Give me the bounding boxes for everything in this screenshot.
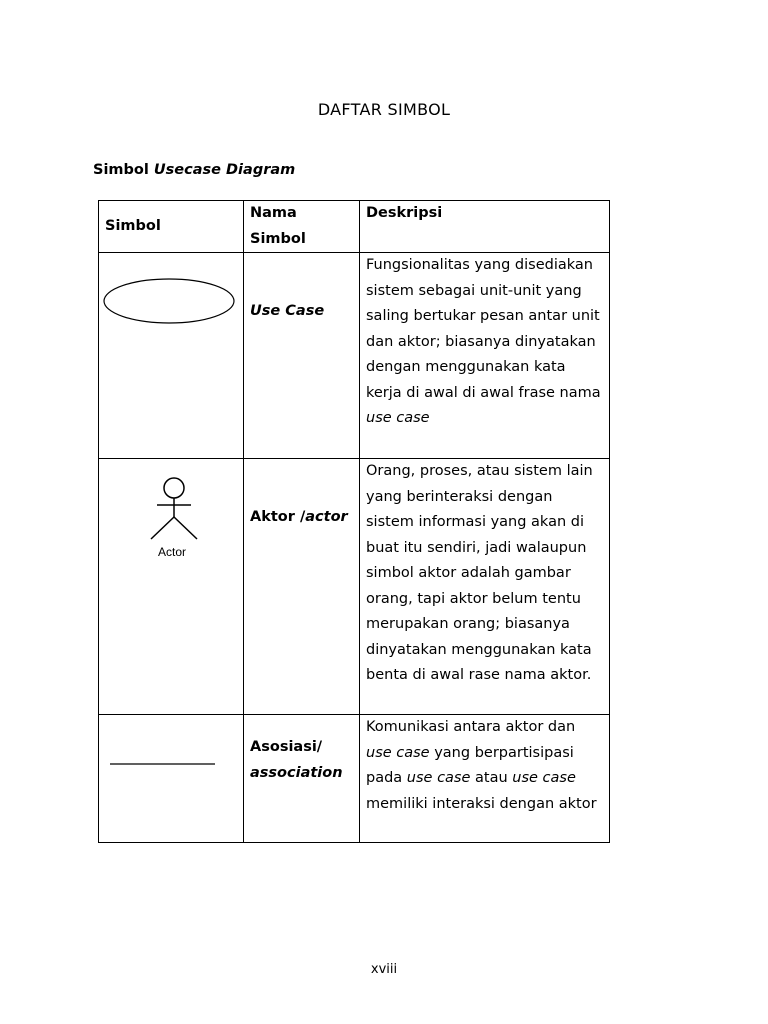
desc-text: Fungsionalitas yang disediakan sistem sebagai unit-unit yang saling bertukar pesan antar unit dan aktor; biasanya dinyatakan dengan menggunakan kata kerja di awal di awal frase nama xyxy=(366,257,601,401)
description-cell xyxy=(360,459,610,715)
desc-text: Komunikasi antara aktor dan xyxy=(366,719,576,735)
table-row xyxy=(99,459,610,715)
table-row xyxy=(99,253,610,459)
desc-text: memiliki interaksi dengan aktor xyxy=(366,795,597,812)
section-heading xyxy=(93,162,295,178)
symbol-cell-association xyxy=(99,715,244,843)
desc-text: atau xyxy=(470,770,513,786)
name-italic: association xyxy=(250,764,343,781)
name-plain: Aktor / xyxy=(250,509,306,525)
name-italic: Use Case xyxy=(250,303,325,319)
desc-italic: use case xyxy=(512,770,576,786)
actor-stick-figure-icon xyxy=(99,459,244,714)
description-cell xyxy=(360,715,610,843)
actor-label: Actor xyxy=(157,545,187,559)
name-italic: actor xyxy=(305,509,348,525)
association-line-icon xyxy=(99,715,244,842)
symbol-cell-usecase xyxy=(99,253,244,459)
description-cell xyxy=(360,253,610,459)
usecase-ellipse-icon xyxy=(99,253,244,458)
desc-italic: use case xyxy=(366,744,430,761)
section-heading-prefix: Simbol xyxy=(93,162,154,178)
name-cell-usecase xyxy=(244,253,360,459)
page-title: DAFTAR SIMBOL xyxy=(317,100,451,119)
name-cell-actor xyxy=(244,459,360,715)
symbol-cell-actor xyxy=(99,459,244,715)
desc-italic: use case xyxy=(406,770,471,786)
desc-text: Orang, proses, atau sistem lain yang berinteraksi dengan sistem informasi yang akan di buat itu sendiri, jadi walaupun simbol aktor adalah gambar orang, tapi aktor belum tentu merupakan orang; biasanya dinyatakan menggunakan kata benta di awal rase nama aktor. xyxy=(366,463,593,683)
page-number: xviii xyxy=(370,962,398,977)
section-heading-italic: Usecase Diagram xyxy=(153,162,296,178)
desc-italic: use case xyxy=(366,410,430,426)
header-simbol: Simbol xyxy=(99,201,244,253)
name-plain: Asosiasi/ xyxy=(250,739,323,755)
header-deskripsi: Deskripsi xyxy=(360,201,610,253)
name-cell-association xyxy=(244,715,360,843)
header-nama-simbol: Nama Simbol xyxy=(244,201,360,253)
table-row xyxy=(99,715,610,843)
symbol-table xyxy=(98,200,610,843)
desc-text: yang berpartisipasi pada xyxy=(366,744,574,786)
table-header-row xyxy=(99,201,610,253)
